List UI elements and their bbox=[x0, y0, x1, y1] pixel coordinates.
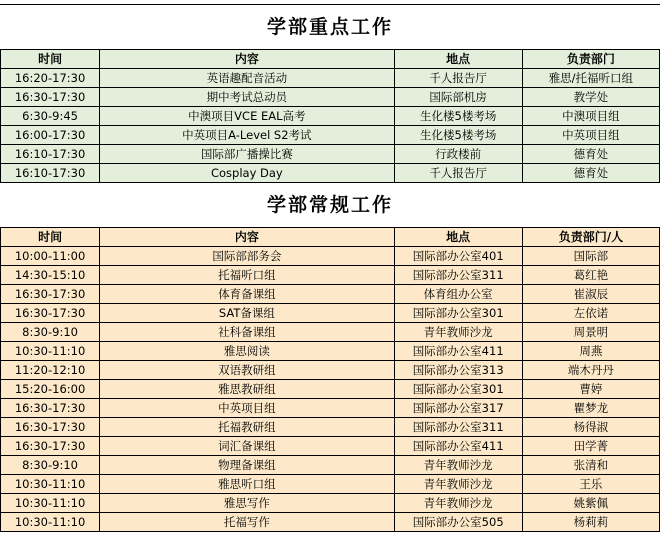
cell-location[interactable]: 国际部办公室411 bbox=[394, 437, 522, 456]
cell-department[interactable]: 杨莉莉 bbox=[522, 513, 659, 532]
table-row[interactable] bbox=[1, 380, 660, 399]
cell-time[interactable]: 10:30-11:10 bbox=[1, 475, 100, 494]
table-row[interactable] bbox=[1, 285, 660, 304]
cell-department[interactable]: 教学处 bbox=[522, 88, 659, 107]
table-row[interactable] bbox=[1, 437, 660, 456]
cell-department[interactable]: 国际部 bbox=[522, 247, 659, 266]
cell-content[interactable]: Cosplay Day bbox=[100, 164, 394, 183]
cell-time[interactable]: 6:30-9:45 bbox=[1, 107, 100, 126]
cell-location[interactable]: 千人报告厅 bbox=[394, 164, 522, 183]
cell-time[interactable]: 10:00-11:00 bbox=[1, 247, 100, 266]
cell-content[interactable]: 国际部广播操比赛 bbox=[100, 145, 394, 164]
cell-content[interactable]: 双语教研组 bbox=[100, 361, 394, 380]
cell-department[interactable]: 杨得淑 bbox=[522, 418, 659, 437]
cell-department[interactable]: 德育处 bbox=[522, 164, 659, 183]
cell-content[interactable]: 雅思教研组 bbox=[100, 380, 394, 399]
cell-content[interactable]: 国际部部务会 bbox=[100, 247, 394, 266]
cell-time[interactable]: 10:30-11:10 bbox=[1, 513, 100, 532]
header-location: 地点 bbox=[394, 228, 522, 247]
cell-time[interactable]: 14:30-15:10 bbox=[1, 266, 100, 285]
cell-department[interactable]: 中英项目组 bbox=[522, 126, 659, 145]
cell-time[interactable]: 11:20-12:10 bbox=[1, 361, 100, 380]
cell-content[interactable]: 中澳项目VCE EAL高考 bbox=[100, 107, 394, 126]
cell-time[interactable]: 16:30-17:30 bbox=[1, 304, 100, 323]
cell-department[interactable]: 崔淑辰 bbox=[522, 285, 659, 304]
table-row[interactable] bbox=[1, 456, 660, 475]
table-row[interactable] bbox=[1, 266, 660, 285]
cell-time[interactable]: 8:30-9:10 bbox=[1, 323, 100, 342]
cell-content[interactable]: 期中考试总动员 bbox=[100, 88, 394, 107]
cell-time[interactable]: 16:30-17:30 bbox=[1, 399, 100, 418]
cell-location[interactable]: 体育组办公室 bbox=[394, 285, 522, 304]
cell-location[interactable]: 生化楼5楼考场 bbox=[394, 126, 522, 145]
cell-content[interactable]: 中英项目组 bbox=[100, 399, 394, 418]
header-row bbox=[1, 228, 660, 247]
cell-department[interactable]: 葛红艳 bbox=[522, 266, 659, 285]
cell-location[interactable]: 国际部机房 bbox=[394, 88, 522, 107]
cell-time[interactable]: 16:30-17:30 bbox=[1, 88, 100, 107]
cell-content[interactable]: 托福教研组 bbox=[100, 418, 394, 437]
cell-time[interactable]: 16:10-17:30 bbox=[1, 145, 100, 164]
cell-location[interactable]: 青年教师沙龙 bbox=[394, 456, 522, 475]
cell-department[interactable]: 王乐 bbox=[522, 475, 659, 494]
cell-time[interactable]: 16:00-17:30 bbox=[1, 126, 100, 145]
cut-off-row bbox=[0, 0, 660, 5]
table-row[interactable] bbox=[1, 342, 660, 361]
cell-location[interactable]: 国际部办公室411 bbox=[394, 342, 522, 361]
cell-content[interactable]: 体育备课组 bbox=[100, 285, 394, 304]
cell-location[interactable]: 国际部办公室401 bbox=[394, 247, 522, 266]
key-work-table bbox=[0, 49, 660, 183]
cell-department[interactable]: 瞿梦龙 bbox=[522, 399, 659, 418]
table-row[interactable] bbox=[1, 304, 660, 323]
cell-content[interactable]: 雅思听口组 bbox=[100, 475, 394, 494]
table-row[interactable] bbox=[1, 513, 660, 532]
header-content: 内容 bbox=[100, 228, 394, 247]
cell-location[interactable]: 国际部办公室505 bbox=[394, 513, 522, 532]
table-row[interactable] bbox=[1, 361, 660, 380]
cell-time[interactable]: 8:30-9:10 bbox=[1, 456, 100, 475]
header-row bbox=[1, 50, 660, 69]
cell-location[interactable]: 国际部办公室301 bbox=[394, 380, 522, 399]
cell-location[interactable]: 千人报告厅 bbox=[394, 69, 522, 88]
table-row[interactable] bbox=[1, 399, 660, 418]
cell-department[interactable]: 德育处 bbox=[522, 145, 659, 164]
header-location: 地点 bbox=[394, 50, 522, 69]
cell-location[interactable]: 青年教师沙龙 bbox=[394, 475, 522, 494]
table-row[interactable] bbox=[1, 88, 660, 107]
cell-department[interactable]: 雅思/托福听口组 bbox=[522, 69, 659, 88]
cell-location[interactable]: 青年教师沙龙 bbox=[394, 323, 522, 342]
cell-time[interactable]: 10:30-11:10 bbox=[1, 494, 100, 513]
cell-department[interactable]: 周燕 bbox=[522, 342, 659, 361]
cell-content[interactable]: 中英项目A-Level S2考试 bbox=[100, 126, 394, 145]
cell-content[interactable]: 托福写作 bbox=[100, 513, 394, 532]
table-row[interactable] bbox=[1, 145, 660, 164]
cell-location[interactable]: 行政楼前 bbox=[394, 145, 522, 164]
table-row[interactable] bbox=[1, 107, 660, 126]
header-time: 时间 bbox=[1, 228, 100, 247]
cell-department[interactable]: 中澳项目组 bbox=[522, 107, 659, 126]
table-row[interactable] bbox=[1, 164, 660, 183]
cell-department[interactable]: 姚紫佩 bbox=[522, 494, 659, 513]
section-title-routine-work: 学部常规工作 bbox=[266, 194, 393, 216]
table-row[interactable] bbox=[1, 126, 660, 145]
cell-content[interactable]: 词汇备课组 bbox=[100, 437, 394, 456]
cell-department[interactable]: 左依诺 bbox=[522, 304, 659, 323]
cell-location[interactable]: 青年教师沙龙 bbox=[394, 494, 522, 513]
table-row[interactable] bbox=[1, 323, 660, 342]
section-title-key-work: 学部重点工作 bbox=[266, 16, 393, 38]
cell-location[interactable]: 国际部办公室313 bbox=[394, 361, 522, 380]
cell-content[interactable]: 托福听口组 bbox=[100, 266, 394, 285]
header-department-person: 负责部门/人 bbox=[522, 228, 659, 247]
cell-location[interactable]: 国际部办公室317 bbox=[394, 399, 522, 418]
cell-time[interactable]: 16:30-17:30 bbox=[1, 418, 100, 437]
cell-department[interactable]: 周景明 bbox=[522, 323, 659, 342]
table-row[interactable] bbox=[1, 247, 660, 266]
cell-time[interactable]: 16:20-17:30 bbox=[1, 69, 100, 88]
cell-location[interactable]: 国际部办公室311 bbox=[394, 266, 522, 285]
table-row[interactable] bbox=[1, 418, 660, 437]
header-content: 内容 bbox=[100, 50, 394, 69]
cell-content[interactable]: 英语趣配音活动 bbox=[100, 69, 394, 88]
cell-time[interactable]: 16:30-17:30 bbox=[1, 437, 100, 456]
cell-time[interactable]: 15:20-16:00 bbox=[1, 380, 100, 399]
cell-location[interactable]: 国际部办公室311 bbox=[394, 418, 522, 437]
cell-content[interactable]: 雅思阅读 bbox=[100, 342, 394, 361]
header-time: 时间 bbox=[1, 50, 100, 69]
routine-work-table bbox=[0, 227, 660, 532]
cell-time[interactable]: 16:30-17:30 bbox=[1, 285, 100, 304]
cell-department[interactable]: 曹婷 bbox=[522, 380, 659, 399]
cell-location[interactable]: 国际部办公室301 bbox=[394, 304, 522, 323]
table-row[interactable] bbox=[1, 69, 660, 88]
cell-department[interactable]: 端木丹丹 bbox=[522, 361, 659, 380]
table-row[interactable] bbox=[1, 475, 660, 494]
cell-department[interactable]: 田学菁 bbox=[522, 437, 659, 456]
cell-content[interactable]: 物理备课组 bbox=[100, 456, 394, 475]
header-department: 负责部门 bbox=[522, 50, 659, 69]
cell-content[interactable]: 社科备课组 bbox=[100, 323, 394, 342]
cell-time[interactable]: 10:30-11:10 bbox=[1, 342, 100, 361]
table-row[interactable] bbox=[1, 494, 660, 513]
cell-location[interactable]: 生化楼5楼考场 bbox=[394, 107, 522, 126]
cell-content[interactable]: 雅思写作 bbox=[100, 494, 394, 513]
cell-content[interactable]: SAT备课组 bbox=[100, 304, 394, 323]
cell-time[interactable]: 16:10-17:30 bbox=[1, 164, 100, 183]
cell-department[interactable]: 张清和 bbox=[522, 456, 659, 475]
